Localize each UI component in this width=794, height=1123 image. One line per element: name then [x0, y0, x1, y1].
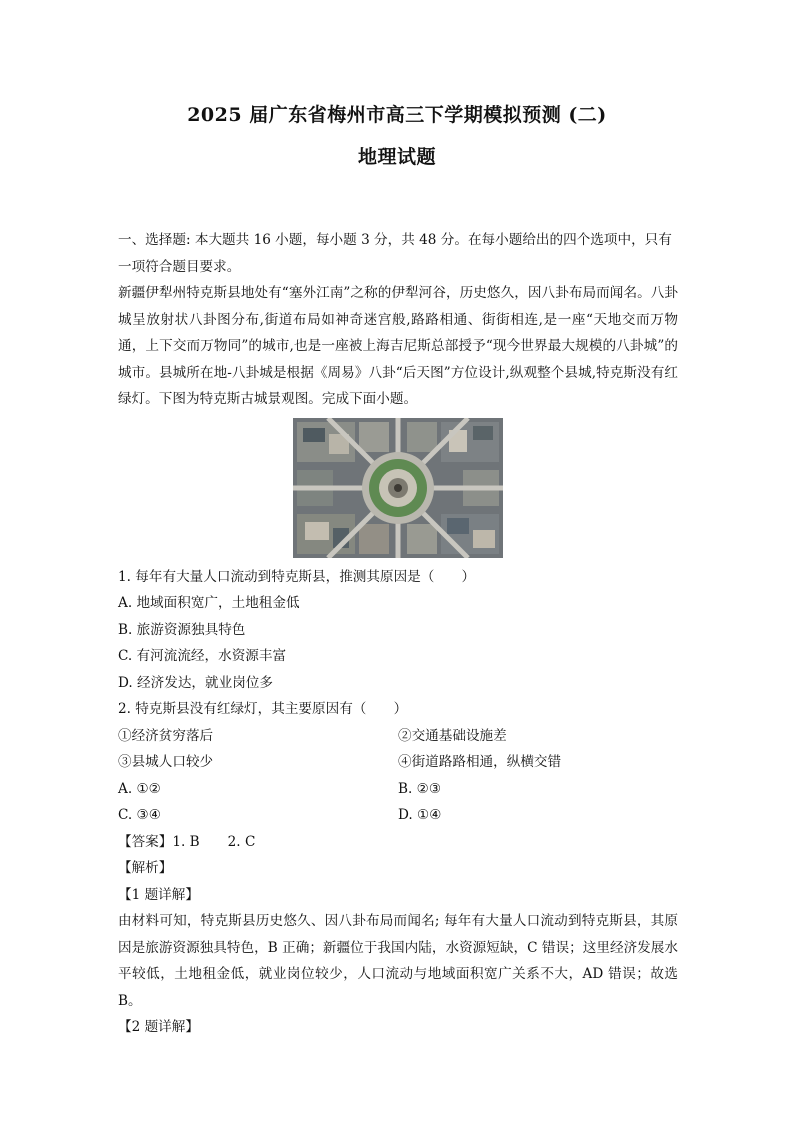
- answer-label: 【答案】: [118, 833, 173, 850]
- q2-item-2: ②交通基础设施差: [398, 727, 507, 744]
- q1-option-c: C. 有河流流经，水资源丰富: [118, 648, 287, 664]
- q2-analysis-heading: 【2 题详解】: [118, 1019, 199, 1035]
- passage: 新疆伊犁州特克斯县地处有“塞外江南”之称的伊犁河谷，历史悠久，因八卦布局而闻名。八卦城呈放射状八卦图分布,街道布局如神奇迷宫般,路路相通、街街相连,是一座“天地交而万物通，上下交而万物同”的城市,也是一座被上海吉尼斯总部授予“现今世界最大规模的八卦城”的城市。县城所在地-八卦城是根据《周易》八卦“后天图”方位设计,纵观整个县城,特克斯没有红绿灯。下图为特克斯古城景观图。完成下面小题。: [118, 285, 678, 407]
- q2-option-b: B. ②③: [398, 780, 442, 797]
- section-intro-2: 一项符合题目要求。: [118, 258, 241, 275]
- answer-2: 2. C: [227, 833, 256, 850]
- q2-item-3: ③县城人口较少: [118, 754, 214, 770]
- answer-line: [118, 829, 678, 856]
- analysis-label: 【解析】: [118, 860, 173, 876]
- answer-1: 1. B: [172, 833, 200, 850]
- q2-option-a: A. ①②: [118, 780, 161, 797]
- q2-item-1: ①经济贫穷落后: [118, 727, 214, 744]
- q1-option-a: A. 地域面积宽广，土地租金低: [118, 595, 300, 611]
- q1-stem: 1. 每年有大量人口流动到特克斯县，推测其原因是（ ）: [118, 568, 476, 585]
- q1-analysis-heading: 【1 题详解】: [118, 886, 199, 903]
- section-intro-1: 一、选择题: 本大题共 16 小题，每小题 3 分，共 48 分。在每小题给出的四个选项中，只有: [118, 232, 672, 248]
- content: [118, 227, 678, 1041]
- aerial-photo-bagua-city: [293, 418, 503, 558]
- q2-option-d: D. ①④: [398, 807, 442, 823]
- q2-items-row-2: [118, 749, 678, 776]
- q2-stem: 2. 特克斯县没有红绿灯，其主要原因有（ ）: [118, 701, 408, 717]
- q2-option-c: C. ③④: [118, 807, 161, 823]
- q2-items-row-1: [118, 723, 678, 750]
- q2-options-row-2: [118, 802, 678, 829]
- q1-option-d: D. 经济发达，就业岗位多: [118, 674, 273, 691]
- q1-option-b: B. 旅游资源独具特色: [118, 621, 246, 638]
- page-title: 2025 届广东省梅州市高三下学期模拟预测 (二): [187, 104, 607, 126]
- q2-options-row-1: [118, 776, 678, 803]
- figure: [118, 418, 678, 558]
- q2-item-4: ④街道路路相通，纵横交错: [398, 754, 562, 770]
- q1-analysis-text: 由材料可知，特克斯县历史悠久、因八卦布局而闻名; 每年有大量人口流动到特克斯县，其原因是旅游资源独具特色，B 正确；新疆位于我国内陆，水资源短缺，C 错误；这里经济发展水平较低，土地租金低，就业岗位较少，人口流动与地域面积宽广关系不大，AD 错误；故选 B。: [118, 913, 678, 1009]
- page-subtitle: 地理试题: [357, 146, 436, 168]
